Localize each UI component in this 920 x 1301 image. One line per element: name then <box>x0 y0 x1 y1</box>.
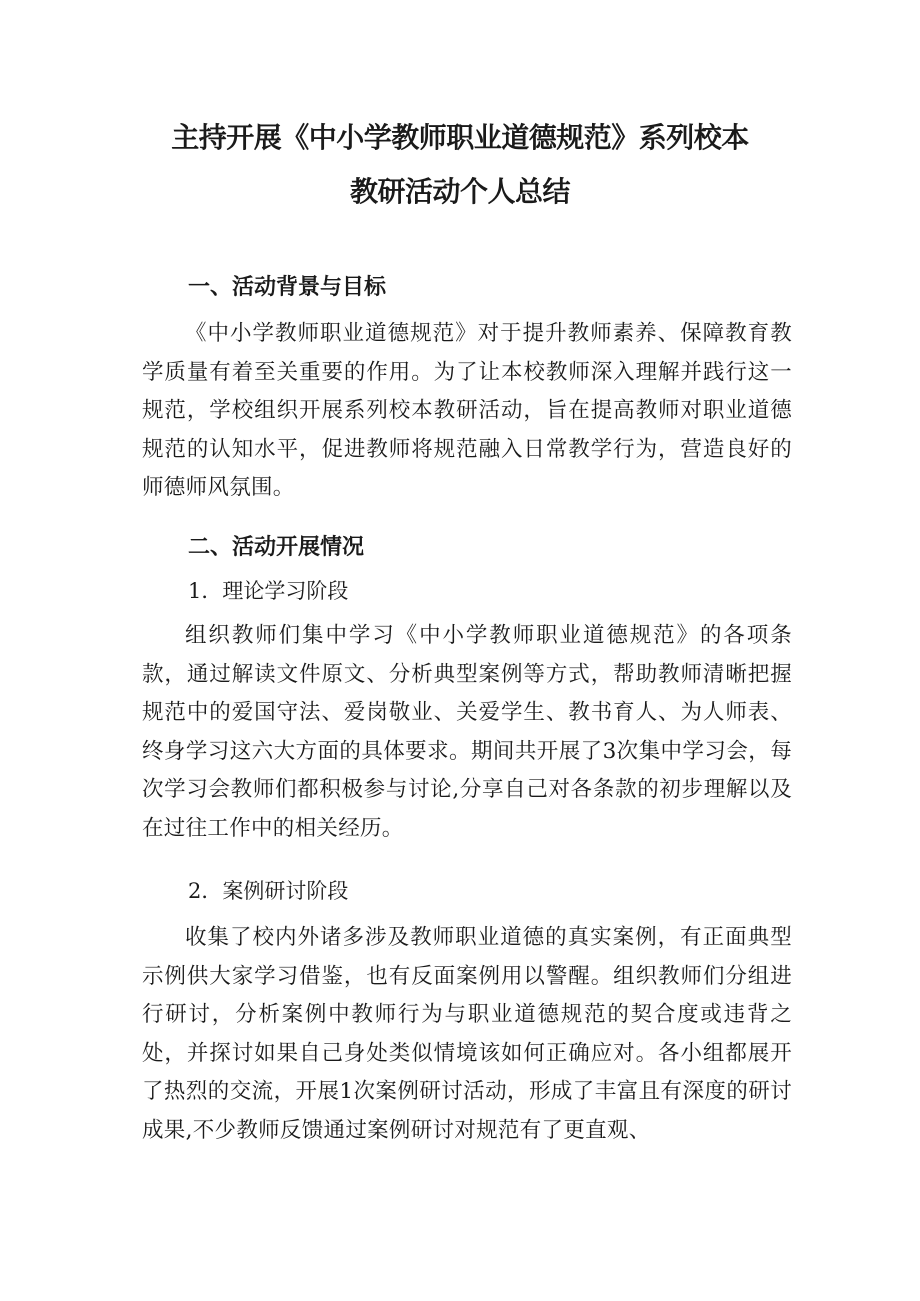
section-heading-activities: 二、活动开展情况 <box>188 535 365 560</box>
paragraph-case-discussion: 收集了校内外诸多涉及教师职业道德的真实案例，有正面典型示例供大家学习借鉴，也有反面案例用以警醒。组织教师们分组进行研讨，分析案例中教师行为与职业道德规范的契合度或违背之处，并探讨如果自己身处类似情境该如何正确应对。各小组都展开了热烈的交流，开展1次案例研讨活动，形成了丰富且有深度的研讨成果,不少教师反馈通过案例研讨对规范有了更直观、 <box>142 925 792 1143</box>
subheading-case-discussion: 2．案例研讨阶段 <box>188 879 349 903</box>
document-title-line-2: 教研活动个人总结 <box>349 175 570 208</box>
section-paragraph-background: 《中小学教师职业道德规范》对于提升教师素养、保障教育教学质量有着至关重要的作用。为了让本校教师深入理解并践行这一规范，学校组织开展系列校本教研活动，旨在提高教师对职业道德规范的认知水平，促进教师将规范融入日常教学行为，营造良好的师德师风氛围。 <box>142 321 792 500</box>
section-heading-background: 一、活动背景与目标 <box>188 275 387 300</box>
document-title-line-1: 主持开展《中小学教师职业道德规范》系列校本 <box>171 121 749 154</box>
subheading-theory-study: 1．理论学习阶段 <box>188 579 349 603</box>
paragraph-theory-study: 组织教师们集中学习《中小学教师职业道德规范》的各项条款，通过解读文件原文、分析典型案例等方式，帮助教师清晰把握规范中的爱国守法、爱岗敬业、关爱学生、教书育人、为人师表、终身学习这六大方面的具体要求。期间共开展了3次集中学习会，每次学习会教师们都积极参与讨论,分享自己对各条款的初步理解以及在过往工作中的相关经历。 <box>142 623 792 841</box>
